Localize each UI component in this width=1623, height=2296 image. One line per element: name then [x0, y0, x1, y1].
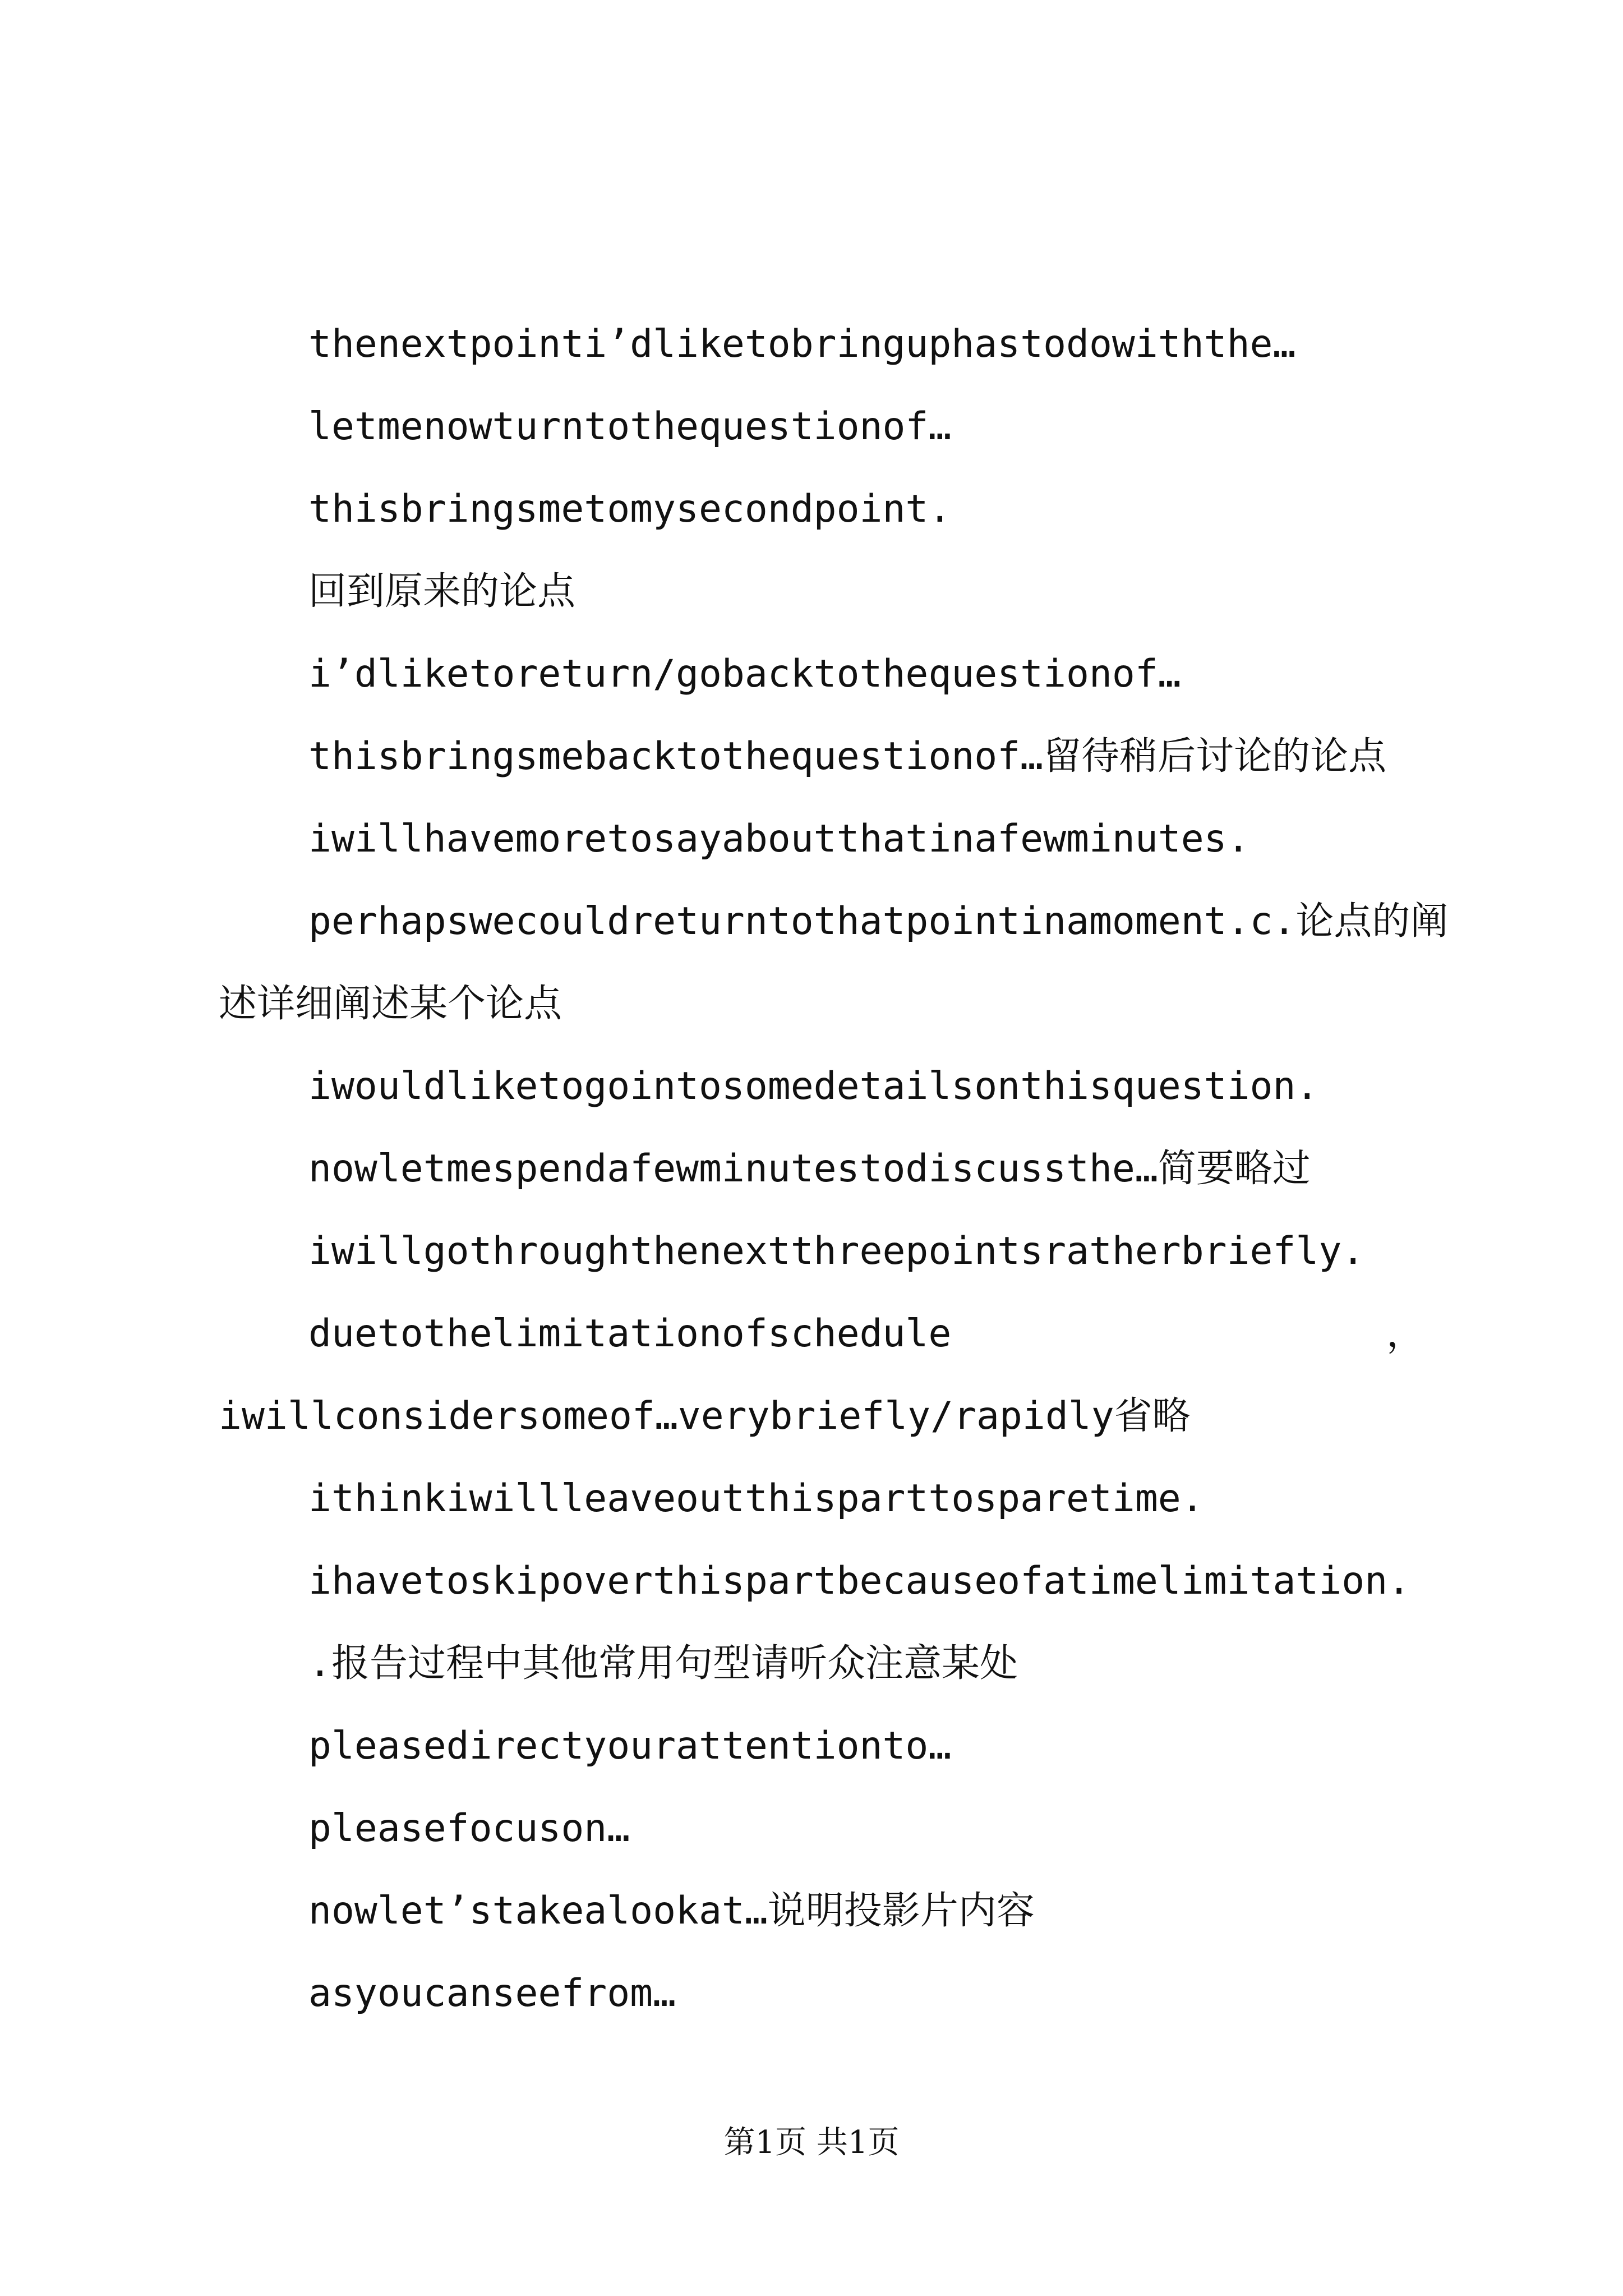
document-body	[219, 303, 1449, 2035]
text-line: iwillhavemoretosayaboutthatinafewminutes.	[308, 817, 1250, 861]
text-line: perhapswecouldreturntothatpointinamoment.c.论点的阐	[308, 899, 1449, 944]
text-line: nowlet’stakealookat…说明投影片内容	[308, 1889, 1035, 1933]
text-line: 述详细阐述某个论点	[219, 982, 562, 1026]
text-line: thenextpointi’dliketobringuphastodowiththe…	[308, 322, 1296, 366]
text-line: thisbringsmetomysecondpoint.	[308, 487, 952, 531]
page-footer: 第1页 共1页	[723, 2124, 900, 2161]
text-line: 回到原来的论点	[308, 569, 576, 614]
text-segment: duetothelimitationofschedule	[308, 1312, 952, 1356]
text-line: pleasefocuson…	[308, 1806, 630, 1851]
text-line-justified	[219, 1292, 1436, 1375]
text-line: thisbringsmebacktothequestionof…留待稍后讨论的论点	[308, 734, 1387, 779]
text-line: iwouldliketogointosomedetailsonthisquestion.	[308, 1064, 1319, 1108]
text-line: letmenowturntothequestionof…	[308, 404, 952, 449]
text-line: i’dliketoreturn/gobacktothequestionof…	[308, 652, 1181, 696]
text-line: nowletmespendafewminutestodiscussthe…简要略过	[308, 1147, 1311, 1191]
text-line: ithinkiwillleaveoutthisparttosparetime.	[308, 1476, 1204, 1521]
text-line: asyoucanseefrom…	[308, 1971, 676, 2016]
comma-mark: ，	[1386, 1312, 1424, 1356]
text-line: .报告过程中其他常用句型请听众注意某处	[308, 1641, 1018, 1686]
text-line: iwillconsidersomeof…verybriefly/rapidly省略	[219, 1394, 1191, 1438]
text-line: ihavetoskipoverthispartbecauseofatimelimitation.	[308, 1559, 1411, 1603]
text-line: iwillgothroughthenextthreepointsratherbriefly.	[308, 1229, 1365, 1273]
text-line: pleasedirectyourattentionto…	[308, 1724, 952, 1768]
